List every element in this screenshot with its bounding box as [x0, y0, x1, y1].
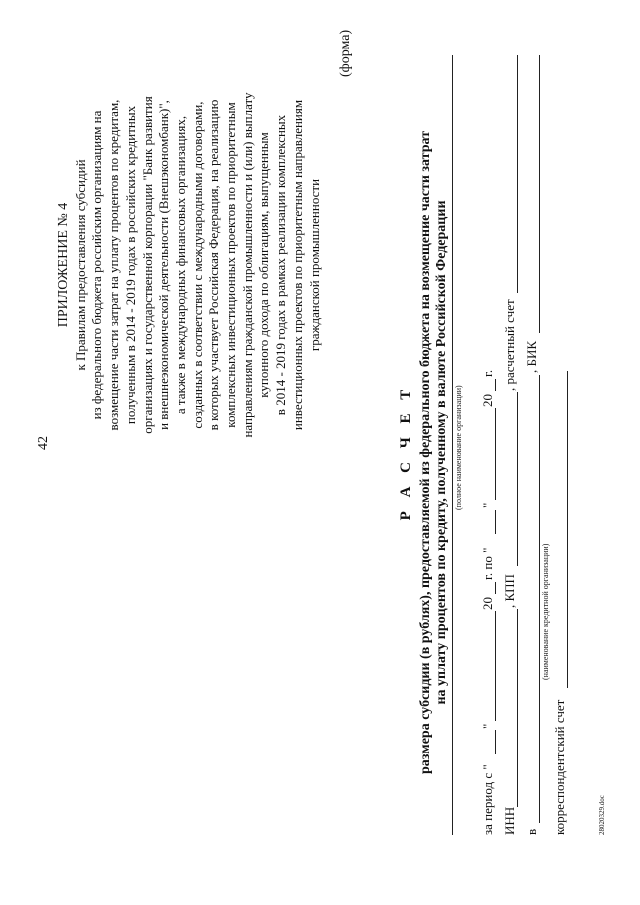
annex-line: в 2014 - 2019 годах в рамках реализации комплексных	[273, 114, 289, 416]
org-name-caption: (полное наименование организации)	[454, 385, 463, 510]
period-from-year-field[interactable]	[495, 582, 496, 594]
annex-line: гражданской промышленности	[306, 178, 322, 352]
form-label: (форма)	[338, 29, 353, 77]
period-year-prefix: 20	[480, 394, 495, 407]
subtitle-line: на уплату процентов по кредиту, полученному в валюте Российской Федерации	[434, 200, 449, 705]
bank-name-caption: (наименование кредитной организации)	[541, 543, 550, 680]
annex-line: организациях и государственной корпорации "Банк развития	[139, 96, 155, 434]
period-to-month-field[interactable]	[495, 408, 496, 500]
corr-account-field[interactable]	[567, 371, 568, 688]
period-middle-label: г. по "	[480, 547, 495, 580]
annex-line: в которых участвует Российская Федерация, на реализацию	[206, 99, 222, 431]
period-from-month-field[interactable]	[495, 611, 496, 721]
period-quote: "	[480, 502, 495, 508]
annex-line: комплексных инвестиционных проектов по приоритетным	[223, 102, 239, 428]
annex-line: к Правилам предоставления субсидий	[72, 159, 88, 371]
file-code: 28020329.doc	[598, 795, 606, 835]
inn-field[interactable]	[517, 609, 518, 807]
period-from-day-field[interactable]	[495, 730, 496, 754]
period-suffix: г.	[480, 369, 495, 377]
annex-block	[56, 10, 323, 520]
kpp-field[interactable]	[517, 392, 518, 566]
account-field[interactable]	[517, 55, 518, 293]
annex-line: созданных в соответствии с международными договорами,	[189, 101, 205, 429]
account-label: , расчетный счет	[502, 299, 517, 391]
inn-label: ИНН	[502, 806, 517, 835]
bik-field[interactable]	[539, 55, 540, 333]
document-title: Р А С Ч Е Т	[398, 384, 414, 521]
period-to-day-field[interactable]	[495, 510, 496, 534]
annex-line: направлениям гражданской промышленности и (или) выплату	[239, 92, 255, 438]
annex-line: полученным в 2014 - 2019 годах в российских кредитных	[122, 105, 138, 425]
annex-line: а также в международных финансовых организациях,	[172, 115, 188, 415]
period-year-prefix: 20	[480, 597, 495, 610]
bank-name-field[interactable]	[539, 375, 540, 823]
annex-line: купонного дохода по облигациям, выпущенным	[256, 132, 272, 398]
page-number: 42	[36, 436, 51, 450]
annex-heading: ПРИЛОЖЕНИЕ № 4	[56, 202, 71, 328]
annex-line: возмещение части затрат на уплату процентов по кредитам,	[106, 99, 122, 431]
subtitle-line: размера субсидии (в рублях), предоставляемой из федерального бюджета на возмещение части затрат	[418, 130, 433, 775]
period-to-year-field[interactable]	[495, 379, 496, 391]
corr-account-label: корреспондентский счет	[552, 699, 567, 835]
document-subtitle	[418, 60, 450, 845]
org-name-line[interactable]	[452, 55, 453, 835]
bik-label: , БИК	[524, 340, 539, 373]
kpp-label: , КПП	[502, 574, 517, 608]
bank-label: в	[524, 828, 539, 835]
period-quote: "	[480, 723, 495, 729]
annex-line: инвестиционных проектов по приоритетным направлениям	[289, 99, 305, 431]
annex-line: и внешнеэкономической деятельности (Внешэкономбанк)",	[156, 100, 172, 430]
period-from-label: за период с "	[480, 764, 495, 835]
annex-line: из федерального бюджета российским организациям на	[89, 110, 105, 420]
